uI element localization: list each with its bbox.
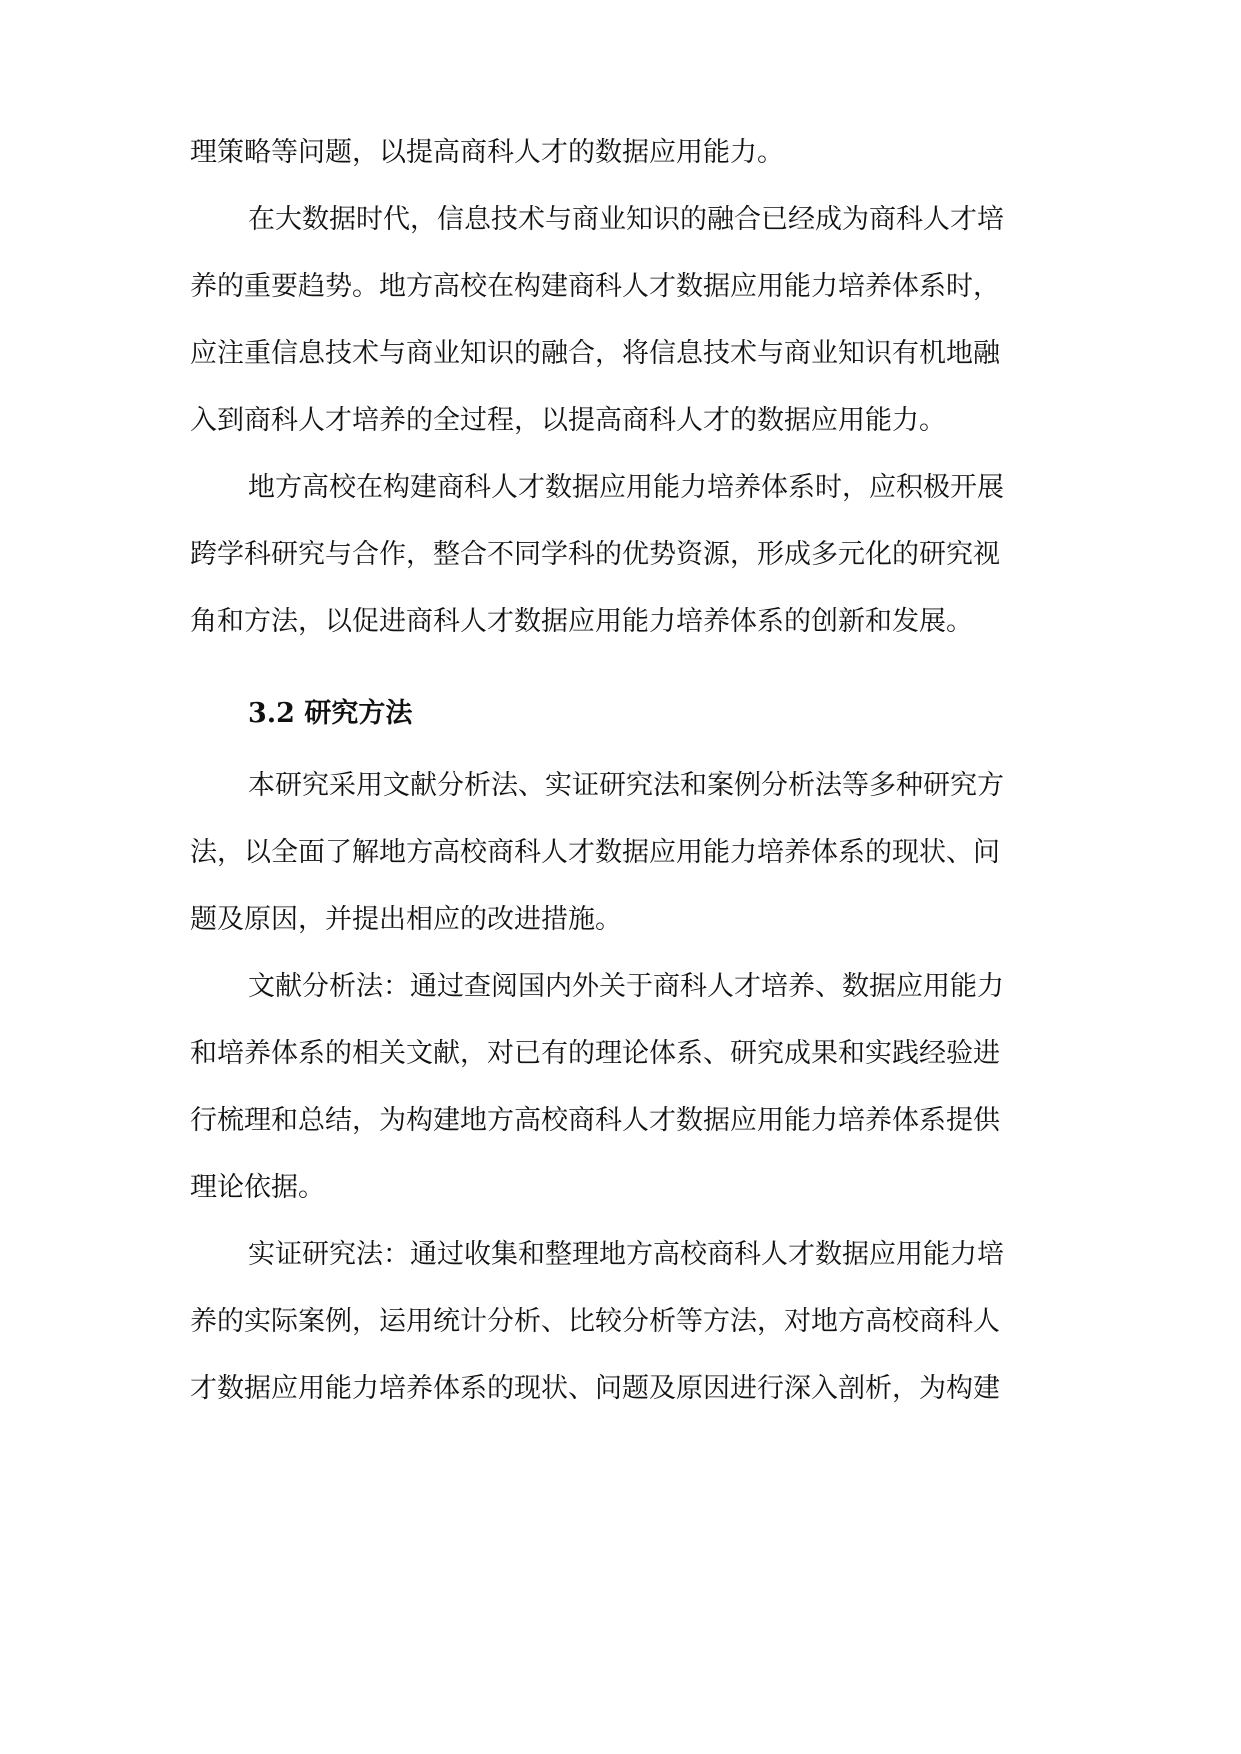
- paragraph-line: 养的实际案例，运用统计分析、比较分析等方法，对地方高校商科人: [190, 1306, 1000, 1337]
- paragraph-line: 地方高校在构建商科人才数据应用能力培养体系时，应积极开展: [248, 472, 1004, 503]
- paragraph-line: 题及原因，并提出相应的改进措施。: [190, 904, 622, 935]
- paragraph-line: 行梳理和总结，为构建地方高校商科人才数据应用能力培养体系提供: [190, 1105, 1000, 1136]
- paragraph-line: 跨学科研究与合作，整合不同学科的优势资源，形成多元化的研究视: [190, 539, 1000, 570]
- paragraph-line: 理策略等问题，以提高商科人才的数据应用能力。: [190, 137, 784, 168]
- paragraph-line: 和培养体系的相关文献，对已有的理论体系、研究成果和实践经验进: [190, 1038, 1000, 1069]
- paragraph-line: 文献分析法：通过查阅国内外关于商科人才培养、数据应用能力: [248, 971, 1004, 1002]
- paragraph-line: 本研究采用文献分析法、实证研究法和案例分析法等多种研究方: [248, 770, 1004, 801]
- paragraph-line: 角和方法，以促进商科人才数据应用能力培养体系的创新和发展。: [190, 606, 973, 637]
- section-heading: 3.2 研究方法: [248, 698, 413, 729]
- paragraph-line: 在大数据时代，信息技术与商业知识的融合已经成为商科人才培: [248, 204, 1004, 235]
- paragraph-line: 法，以全面了解地方高校商科人才数据应用能力培养体系的现状、问: [190, 837, 1000, 868]
- paragraph-line: 入到商科人才培养的全过程，以提高商科人才的数据应用能力。: [190, 405, 946, 436]
- paragraph-line: 养的重要趋势。地方高校在构建商科人才数据应用能力培养体系时，: [190, 271, 1000, 302]
- paragraph-line: 应注重信息技术与商业知识的融合，将信息技术与商业知识有机地融: [190, 338, 1000, 369]
- paragraph-line: 实证研究法：通过收集和整理地方高校商科人才数据应用能力培: [248, 1239, 1004, 1270]
- paragraph-line: 才数据应用能力培养体系的现状、问题及原因进行深入剖析，为构建: [190, 1373, 1000, 1404]
- paragraph-line: 理论依据。: [190, 1172, 325, 1203]
